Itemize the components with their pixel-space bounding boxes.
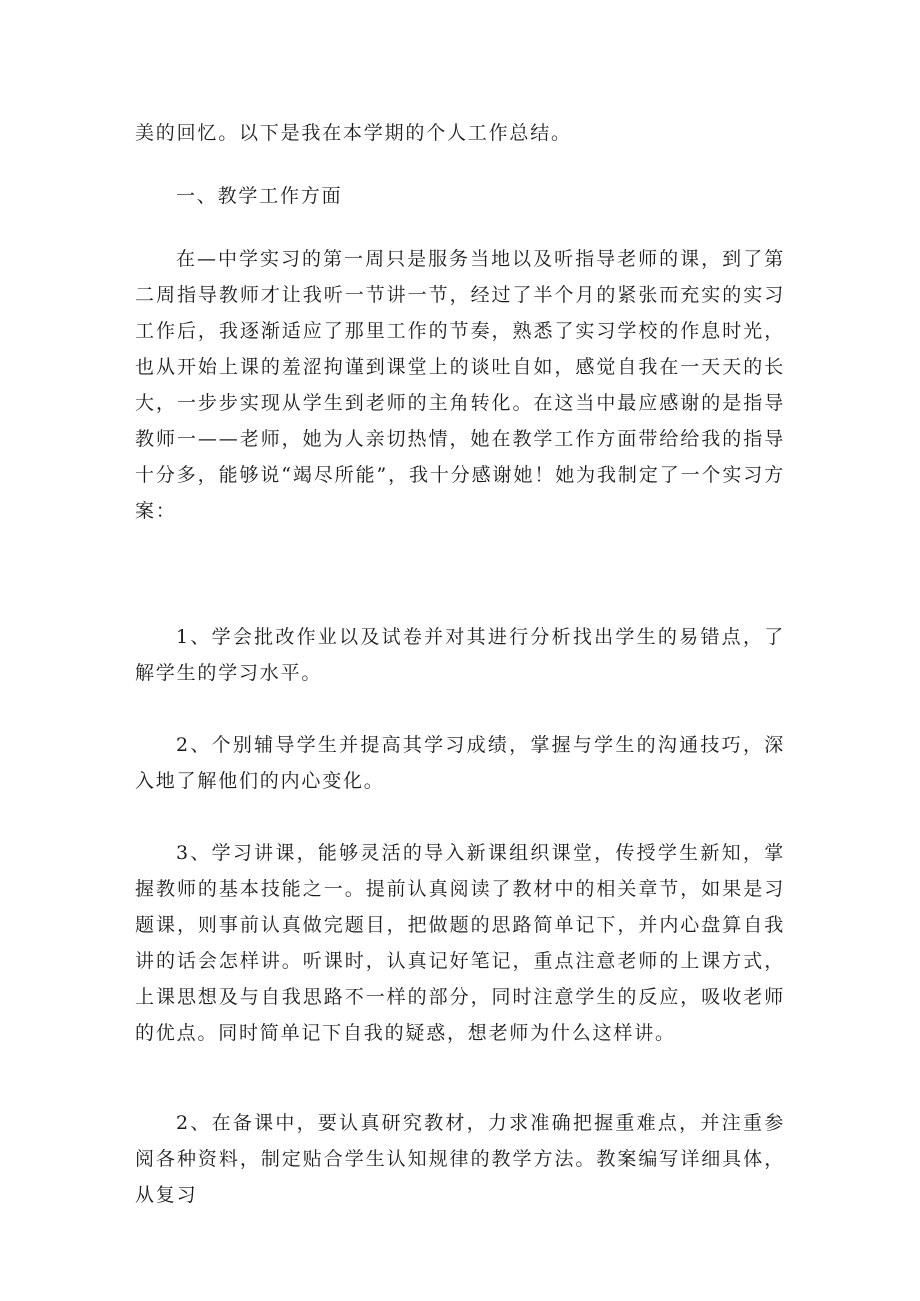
paragraph-continuation: 美的回忆。以下是我在本学期的个人工作总结。 <box>135 122 572 144</box>
paragraph-internship-overview: 在—中学实习的第一周只是服务当地以及听指导老师的课，到了第二周指导教师才让我听一节讲一节，经过了半个月的紧张而充实的实习工作后，我逐渐适应了那里工作的节奏，熟悉了实习学校的作息时光，也从开始上课的羞涩拘谨到课堂上的谈吐自如，感觉自我在一天天的长大，一步步实现从学生到老师的主角转化。在这当中最应感谢的是指导教师一——老师，她为人亲切热情，她在教学工作方面带给给我的指导十分多，能够说“竭尽所能”，我十分感谢她！她为我制定了一个实习方案： <box>135 248 785 522</box>
list-item-tutoring: 2、个别辅导学生并提高其学习成绩，掌握与学生的沟通技巧，深入地了解他们的内心变化。 <box>135 734 785 792</box>
list-item-grading: 1、学会批改作业以及试卷并对其进行分析找出学生的易错点，了解学生的学习水平。 <box>135 626 785 684</box>
paragraph-lesson-prep: 2、在备课中，要认真研究教材，力求准确把握重难点，并注重参阅各种资料，制定贴合学生认知规律的教学方法。教案编写详细具体，从复习 <box>135 1112 785 1206</box>
section-heading: 一、教学工作方面 <box>176 185 343 207</box>
list-item-lecturing: 3、学习讲课，能够灵活的导入新课组织课堂，传授学生新知，掌握教师的基本技能之一。提前认真阅读了教材中的相关章节，如果是习题课，则事前认真做完题目，把做题的思路简单记下，并内心盘算自我讲的话会怎样讲。听课时，认真记好笔记，重点注意老师的上课方式，上课思想及与自我思路不一样的部分，同时注意学生的反应，吸收老师的优点。同时简单记下自我的疑惑，想老师为什么这样讲。 <box>135 842 785 1044</box>
